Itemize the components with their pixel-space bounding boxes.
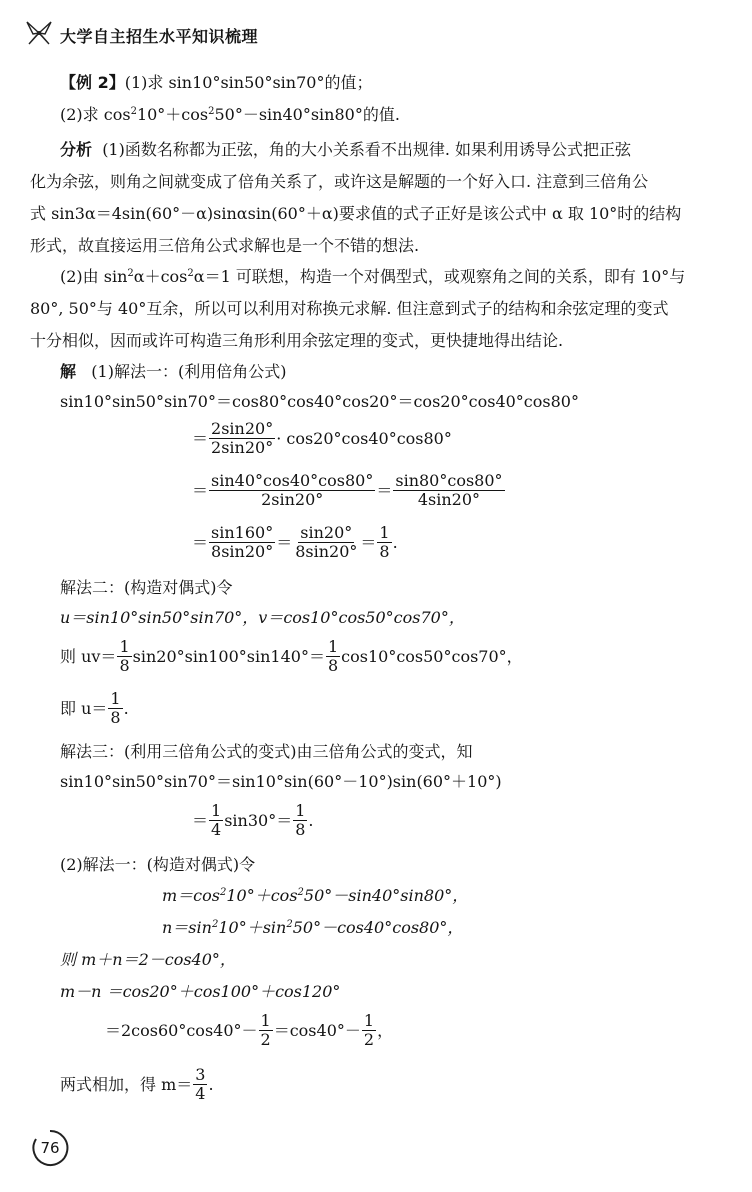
m3-line-1: sin10°sin50°sin70°＝sin10°sin(60°－10°)sin(60°＋10°) — [60, 772, 502, 791]
m2-line-3: 即 u＝ $\frac{1}{8}$ . — [60, 689, 129, 727]
p2-n-definition: $n=\sin^210^\circ+\sin^250^\circ-\cos 40^\circ\cos 80^\circ$， — [162, 918, 464, 937]
m1-line-4: ＝ $\frac{\sin 160^\circ}{8\sin 20^\circ}$ ＝ $\frac{\sin 20^\circ}{8\sin 20^\circ}$ ＝ $\frac{1}{8}$ . — [192, 523, 398, 561]
p2-sum: 则 m＋n＝2－cos40°， — [60, 950, 236, 969]
m3-heading: 解法三：(利用三倍角公式的变式)由三倍角公式的变式，知 — [60, 742, 473, 761]
analysis-line-1: 分析 (1)函数名称都为正弦，角的大小关系看不出规律. 如果利用诱导公式把正弦 — [60, 140, 632, 159]
analysis-line-7: 十分相似，因而或许可构造三角形利用余弦定理的变式，更快捷地得出结论. — [30, 331, 564, 350]
analysis-line-5: (2)由 $\sin^2\alpha+\cos^2\alpha=1$ 可联想，构造一个对偶型式，或观察角之间的关系，即有 10°与 — [60, 267, 686, 286]
fraction: $\frac{2\sin 20^\circ}{2\sin 20^\circ}$ — [211, 419, 274, 457]
analysis-line-3: 式 sin3α＝4sin(60°－α)sinαsin(60°＋α)要求值的式子正好是该公式中 α 取 10°时的结构 — [30, 204, 682, 223]
m1-line-2: ＝ $\frac{2\sin 20^\circ}{2\sin 20^\circ}$ · cos20°cos40°cos80° — [192, 419, 452, 457]
fraction: $\frac{1}{8}$ — [119, 637, 130, 675]
header-title: 大学自主招生水平知识梳理 — [60, 27, 259, 46]
solution-heading: 解 (1)解法一：(利用倍角公式) — [60, 362, 287, 381]
page-number: 76 — [30, 1128, 70, 1168]
p2-m-definition: $m=\cos^210^\circ+\cos^250^\circ-\sin 40^\circ\sin 80^\circ$， — [162, 886, 469, 905]
example-q1: 【例 2】(1)求 sin10°sin50°sin70°的值； — [60, 73, 373, 92]
m2-line-2: 则 uv＝ $\frac{1}{8}$ sin20°sin100°sin140°＝ $\frac{1}{8}$ cos10°cos50°cos70°， — [60, 637, 523, 675]
analysis-line-2: 化为余弦，则角之间就变成了倍角关系了，或许这是解题的一个好入口. 注意到三倍角公 — [30, 172, 649, 191]
analysis-line-4: 形式，故直接运用三倍角公式求解也是一个不错的想法. — [30, 236, 420, 255]
fraction: $\frac{1}{8}$ — [379, 523, 390, 561]
m2-line-1: u＝sin10°sin50°sin70°，v＝cos10°cos50°cos70°， — [60, 608, 465, 627]
p2-diff-2: ＝2cos60°cos40°－ $\frac{1}{2}$ ＝cos40°－ $\frac{1}{2}$ ， — [105, 1011, 394, 1049]
fraction: $\frac{\sin 160^\circ}{8\sin 20^\circ}$ — [211, 523, 274, 561]
fraction: $\frac{1}{2}$ — [363, 1011, 375, 1049]
m2-heading: 解法二：(构造对偶式)令 — [60, 578, 233, 597]
fraction: $\frac{\sin 40^\circ\cos 40^\circ\cos 80^\circ}{2\sin 20^\circ}$ — [211, 471, 374, 509]
header-logo — [24, 18, 54, 52]
fraction: $\frac{3}{4}$ — [195, 1065, 206, 1103]
fraction: $\frac{1}{8}$ — [110, 689, 121, 727]
example-q2: (2)求 $\cos^210^\circ+\cos^250^\circ-\sin 40^\circ\sin 80^\circ$的值. — [60, 105, 400, 124]
m1-line-1: sin10°sin50°sin70°＝cos80°cos40°cos20°＝cos20°cos40°cos80° — [60, 392, 579, 411]
fraction: $\frac{\sin 20^\circ}{8\sin 20^\circ}$ — [295, 523, 358, 561]
p2-diff: m－n ＝cos20°＋cos100°＋cos120° — [60, 982, 341, 1001]
fraction: $\frac{1}{4}$ — [211, 801, 222, 839]
fraction: $\frac{1}{8}$ — [295, 801, 306, 839]
m1-line-3: ＝ $\frac{\sin 40^\circ\cos 40^\circ\cos 80^\circ}{2\sin 20^\circ}$ ＝ $\frac{\sin 80^\circ\cos 80^\circ}{4\sin 20^\circ}$ — [192, 471, 503, 509]
butterfly-logo-icon — [24, 18, 54, 48]
analysis-line-6: 80°, 50°与 40°互余，所以可以利用对称换元求解. 但注意到式子的结构和余弦定理的变式 — [30, 299, 669, 318]
p2-heading: (2)解法一：(构造对偶式)令 — [60, 855, 256, 874]
fraction: $\frac{1}{8}$ — [327, 637, 339, 675]
p2-final: 两式相加，得 m＝ $\frac{3}{4}$ . — [60, 1065, 214, 1103]
fraction: $\frac{1}{2}$ — [260, 1011, 271, 1049]
m3-line-2: ＝ $\frac{1}{4}$ sin30°＝ $\frac{1}{8}$ . — [192, 801, 314, 839]
fraction: $\frac{\sin 80^\circ\cos 80^\circ}{4\sin 20^\circ}$ — [395, 471, 503, 509]
